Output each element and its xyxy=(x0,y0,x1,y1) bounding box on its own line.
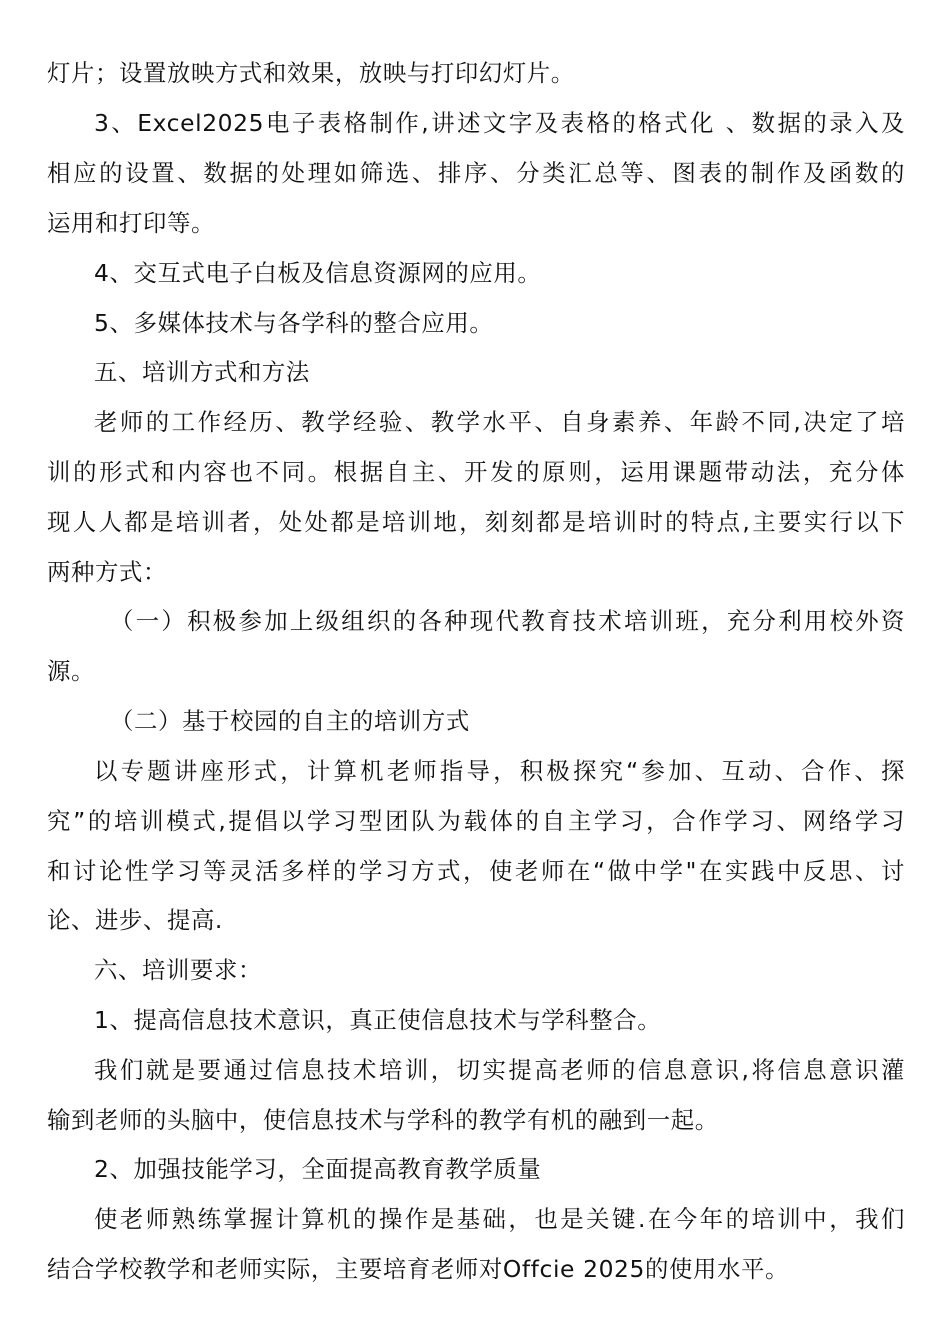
text-line: 两种方式： xyxy=(47,558,167,586)
text-line: 使老师熟练掌握计算机的操作是基础，也是关键.在今年的培训中，我们 xyxy=(94,1205,905,1233)
text-line: 运用和打印等。 xyxy=(47,209,215,237)
text-line: 2、加强技能学习，全面提高教育教学质量 xyxy=(94,1155,542,1183)
text-line: 3、Excel2025电子表格制作,讲述文字及表格的格式化 、数据的录入及 xyxy=(94,109,905,137)
text-line: 相应的设置、数据的处理如筛选、排序、分类汇总等、图表的制作及函数的 xyxy=(47,159,905,187)
text-line: 现人人都是培训者，处处都是培训地，刻刻都是培训时的特点,主要实行以下 xyxy=(47,508,905,536)
text-line: 4、交互式电子白板及信息资源网的应用。 xyxy=(94,259,542,287)
text-line: 1、提高信息技术意识，真正使信息技术与学科整合。 xyxy=(94,1006,662,1034)
text-line: 输到老师的头脑中，使信息技术与学科的教学有机的融到一起。 xyxy=(47,1106,719,1134)
text-line: 老师的工作经历、教学经验、教学水平、自身素养、年龄不同,决定了培 xyxy=(94,408,905,436)
text-line: 我们就是要通过信息技术培训，切实提高老师的信息意识,将信息意识灌 xyxy=(94,1056,905,1084)
text-line: 论、进步、提高. xyxy=(47,906,223,934)
section-heading: 六、培训要求： xyxy=(94,956,262,984)
text-line: （一）积极参加上级组织的各种现代教育技术培训班，充分利用校外资 xyxy=(110,607,905,635)
text-line: 5、多媒体技术与各学科的整合应用。 xyxy=(94,309,494,337)
text-line: 以专题讲座形式，计算机老师指导，积极探究“参加、互动、合作、探 xyxy=(94,757,905,785)
text-line: 结合学校教学和老师实际，主要培育老师对Offcie 2025的使用水平。 xyxy=(47,1255,789,1283)
text-line: 灯片；设置放映方式和效果，放映与打印幻灯片。 xyxy=(47,59,575,87)
section-heading: 五、培训方式和方法 xyxy=(94,358,310,386)
text-line: 训的形式和内容也不同。根据自主、开发的原则，运用课题带动法，充分体 xyxy=(47,458,905,486)
text-line: 究”的培训模式,提倡以学习型团队为载体的自主学习，合作学习、网络学习 xyxy=(47,807,905,835)
subsection-heading: （二）基于校园的自主的培训方式 xyxy=(110,707,470,735)
text-line: 和讨论性学习等灵活多样的学习方式，使老师在“做中学"在实践中反思、讨 xyxy=(47,857,905,885)
text-line: 源。 xyxy=(47,657,95,685)
